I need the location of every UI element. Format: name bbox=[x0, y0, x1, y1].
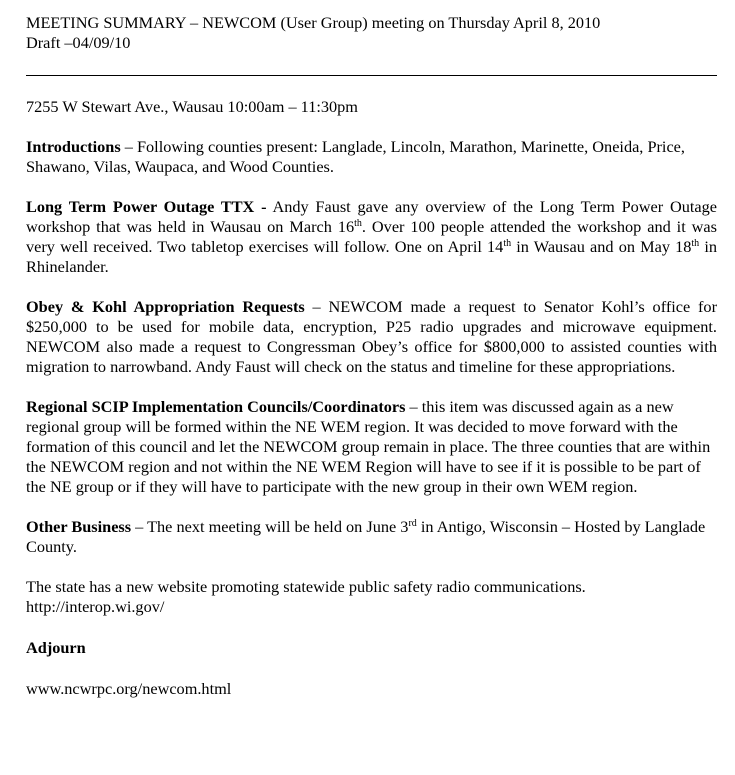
scip-heading: Regional SCIP Implementation Councils/Coordinators bbox=[26, 397, 406, 416]
website-text: The state has a new website promoting statewide public safety radio communications. bbox=[26, 577, 586, 596]
power-outage-text-2: . Over 100 people attended the workshop and it was very well received. Two tabletop exercises will follow. One on April 14 bbox=[26, 217, 717, 256]
meeting-location: 7255 W Stewart Ave., Wausau 10:00am – 11:30pm bbox=[26, 97, 358, 116]
introductions-heading: Introductions bbox=[26, 137, 121, 156]
other-business-text-1: – The next meeting will be held on June 3 bbox=[131, 517, 409, 536]
section-scip-councils bbox=[26, 397, 717, 497]
adjourn-heading: Adjourn bbox=[26, 638, 86, 657]
interop-link[interactable]: http://interop.wi.gov/ bbox=[26, 597, 165, 616]
section-other-business bbox=[26, 517, 717, 557]
section-power-outage bbox=[26, 197, 717, 277]
ordinal-suffix: rd bbox=[408, 518, 417, 529]
section-introductions bbox=[26, 137, 717, 177]
ordinal-suffix: th bbox=[691, 238, 700, 249]
footer-link[interactable]: www.ncwrpc.org/newcom.html bbox=[26, 679, 232, 698]
header-divider bbox=[26, 75, 717, 76]
section-adjourn bbox=[26, 638, 717, 658]
document-header bbox=[26, 13, 600, 53]
other-business-heading: Other Business bbox=[26, 517, 132, 536]
appropriation-heading: Obey & Kohl Appropriation Requests bbox=[26, 297, 305, 316]
power-outage-heading: Long Term Power Outage TTX - bbox=[26, 197, 267, 216]
other-business-text-2: in Antigo, Wisconsin – Hosted by Langlade County. bbox=[26, 517, 706, 556]
introductions-text: – Following counties present: Langlade, Lincoln, Marathon, Marinette, Oneida, Price, Shawano, Vilas, Waupaca, and Wood Counties. bbox=[26, 137, 685, 176]
section-website bbox=[26, 577, 717, 617]
ordinal-suffix: th bbox=[354, 218, 362, 229]
power-outage-text-1: Andy Faust gave any overview of the Long Term Power Outage workshop that was held in Wausau on March 16 bbox=[26, 197, 717, 236]
ordinal-suffix: th bbox=[503, 238, 512, 249]
power-outage-text-4: in Rhinelander. bbox=[26, 237, 717, 276]
draft-date: Draft –04/09/10 bbox=[26, 33, 131, 52]
appropriation-text: – NEWCOM made a request to Senator Kohl’s office for $250,000 to be used for mobile data, encryption, P25 radio upgrades and microwave equipment. NEWCOM also made a request to Congressman Obey’s office for $800,000 to assisted counties with migration to narrowband. Andy Faust will check on the status and timeline for these appropriations. bbox=[26, 297, 717, 376]
scip-text: – this item was discussed again as a new regional group will be formed within the NE WEM region. It was decided to move forward with the formation of this council and let the NEWCOM group remain in place. The three counties that are within the NEWCOM region and not within the NE WEM Region will have to see if it is possible to be part of the NE group or if they will have to participate with the new group in their own WEM region. bbox=[26, 397, 711, 496]
document-body bbox=[26, 97, 717, 699]
document-title: MEETING SUMMARY – NEWCOM (User Group) meeting on Thursday April 8, 2010 bbox=[26, 13, 601, 32]
power-outage-text-3: in Wausau and on May 18 bbox=[511, 237, 692, 256]
section-appropriation-requests bbox=[26, 297, 717, 377]
